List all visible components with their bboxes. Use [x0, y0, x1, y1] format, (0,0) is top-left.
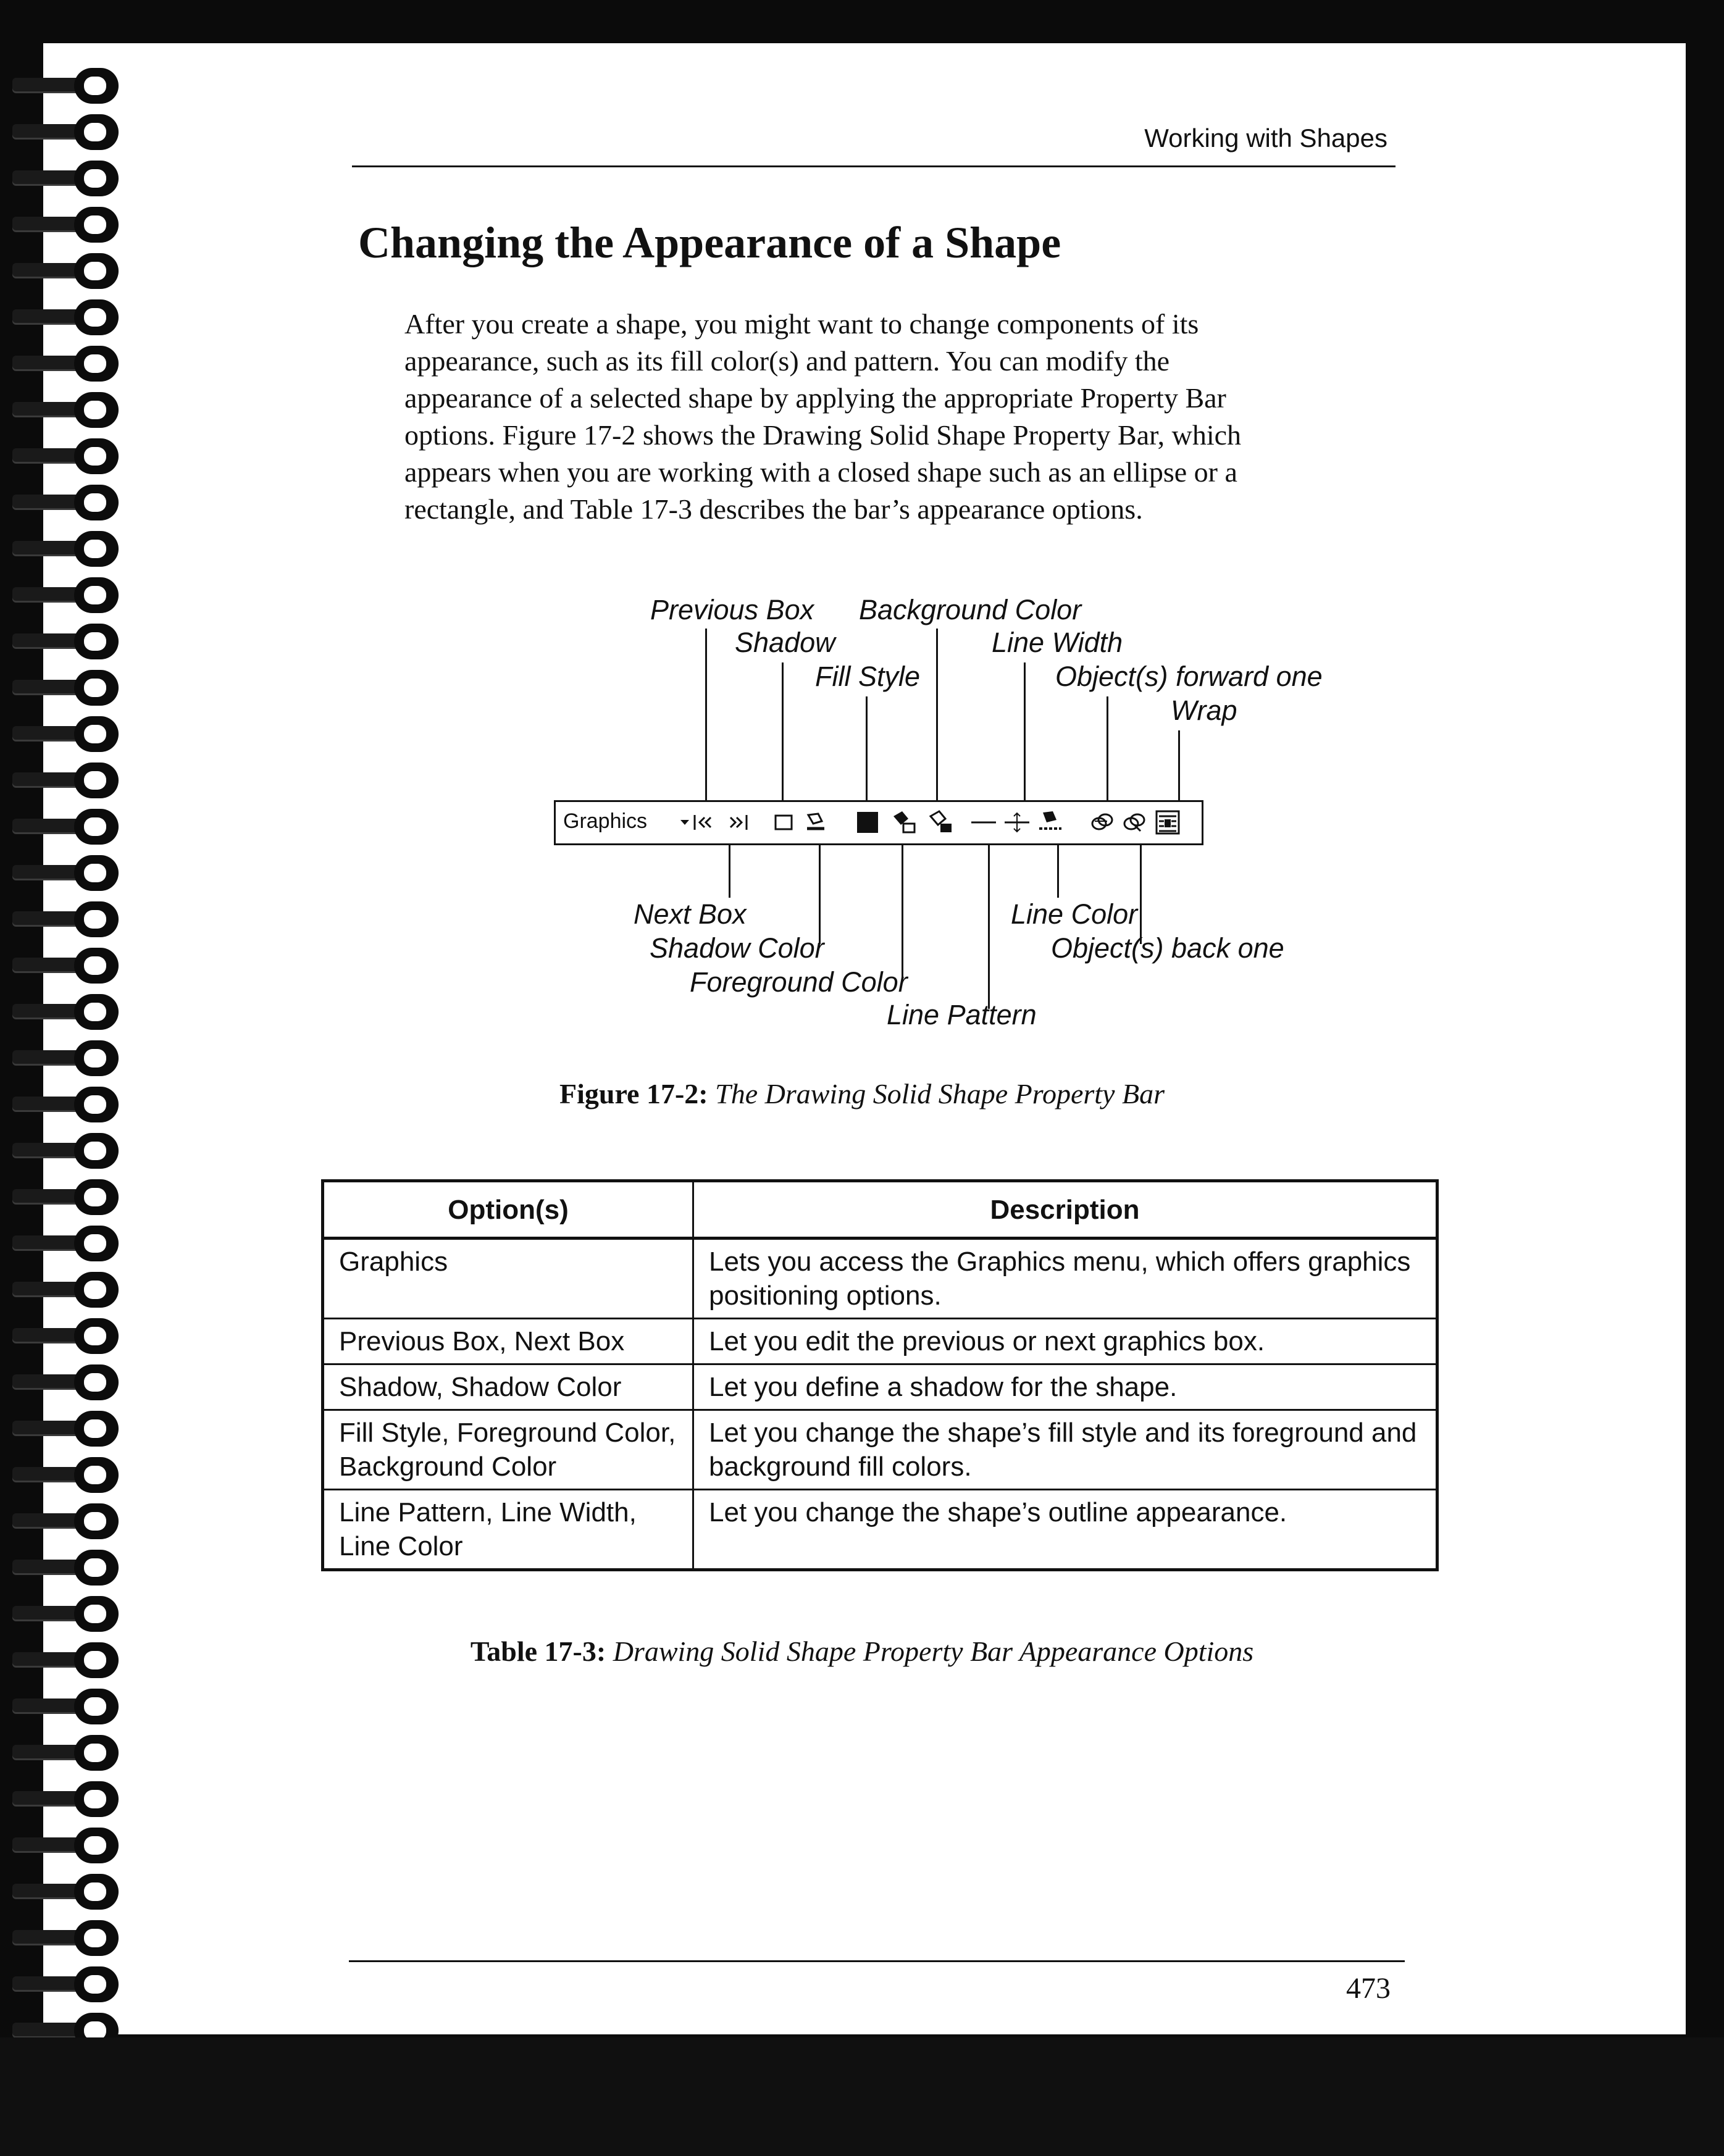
table-row: [323, 1410, 1437, 1490]
callout-line-width: Line Width: [992, 627, 1123, 658]
binding-ring: [12, 392, 123, 428]
table-caption-text: Drawing Solid Shape Property Bar Appearance Options: [613, 1636, 1254, 1667]
binding-ring: [12, 1966, 123, 2002]
callout-line-pattern: Line Pattern: [887, 999, 1037, 1030]
callout-previous-box: Previous Box: [650, 594, 814, 625]
binding-ring: [12, 1503, 123, 1539]
binding-ring: [12, 809, 123, 845]
leader-line: [819, 845, 821, 944]
binding-ring: [12, 1226, 123, 1261]
option-cell: Previous Box, Next Box: [323, 1319, 693, 1364]
property-bar: [554, 800, 1203, 845]
callout-shadow: Shadow: [735, 627, 835, 658]
page-number: 473: [1346, 1972, 1391, 2005]
description-cell: Let you define a shadow for the shape.: [693, 1364, 1437, 1410]
section-title: Changing the Appearance of a Shape: [358, 218, 1061, 267]
binding-ring: [12, 253, 123, 289]
binding-ring: [12, 1781, 123, 1817]
leader-line: [1178, 730, 1180, 800]
header-rule: [352, 165, 1396, 167]
body-line: appearance, such as its fill color(s) and pattern. You can modify the: [404, 345, 1170, 377]
shadow-icon[interactable]: [769, 808, 798, 837]
figure-caption: [0, 1077, 1724, 1110]
binding-ring: [12, 855, 123, 891]
background-color-icon[interactable]: [926, 808, 955, 837]
wrap-icon[interactable]: [1153, 808, 1182, 837]
callout-foreground-color: Foreground Color: [690, 966, 908, 998]
binding-ring: [12, 161, 123, 196]
column-header: Description: [693, 1181, 1437, 1239]
body-line: rectangle, and Table 17-3 describes the bar’s appearance options.: [404, 493, 1143, 525]
binding-ring: [12, 1874, 123, 1910]
figure-caption-text: The Drawing Solid Shape Property Bar: [715, 1078, 1165, 1109]
next-box-icon[interactable]: [724, 808, 752, 837]
spiral-binding: [0, 68, 130, 2062]
binding-ring: [12, 1040, 123, 1076]
binding-ring: [12, 624, 123, 659]
binding-ring: [12, 346, 123, 382]
leader-line: [936, 629, 938, 800]
callout-next-box: Next Box: [634, 898, 747, 930]
table-row: [323, 1490, 1437, 1570]
leader-line: [1057, 845, 1059, 898]
line-color-icon[interactable]: [1036, 808, 1065, 837]
leader-line: [902, 845, 903, 978]
callout-shadow-color: Shadow Color: [650, 932, 824, 964]
body-line: appearance of a selected shape by applying the appropriate Property Bar: [404, 382, 1226, 414]
leader-line: [705, 629, 707, 800]
line-width-icon[interactable]: [1003, 808, 1031, 837]
binding-ring: [12, 763, 123, 798]
binding-ring: [12, 1920, 123, 1956]
callout-fill-style: Fill Style: [815, 661, 921, 692]
binding-ring: [12, 994, 123, 1030]
table-row: [323, 1239, 1437, 1319]
binding-ring: [12, 299, 123, 335]
options-table: [321, 1179, 1439, 1571]
leader-line: [1024, 662, 1026, 800]
table-caption-label: Table 17-3:: [470, 1636, 606, 1667]
body-line: options. Figure 17-2 shows the Drawing Solid Shape Property Bar, which: [404, 419, 1242, 451]
body-line: appears when you are working with a closed shape such as an ellipse or a: [404, 456, 1237, 488]
binding-ring: [12, 531, 123, 567]
column-header: Option(s): [323, 1181, 693, 1239]
option-cell: Shadow, Shadow Color: [323, 1364, 693, 1410]
binding-ring: [12, 1364, 123, 1400]
binding-ring: [12, 1596, 123, 1632]
binding-ring: [12, 114, 123, 150]
description-cell: Let you edit the previous or next graphics box.: [693, 1319, 1437, 1364]
leader-line: [866, 696, 868, 800]
binding-ring: [12, 1318, 123, 1354]
previous-box-icon[interactable]: [690, 808, 719, 837]
table-caption: [0, 1635, 1724, 1668]
binding-ring: [12, 1133, 123, 1169]
scan-edge: [0, 2037, 1724, 2156]
binding-ring: [12, 901, 123, 937]
table-header-row: [323, 1181, 1437, 1239]
callout-back-one: Object(s) back one: [1051, 932, 1284, 964]
forward-one-icon[interactable]: [1088, 808, 1116, 837]
line-pattern-icon[interactable]: [969, 808, 998, 837]
figure-caption-label: Figure 17-2:: [559, 1078, 708, 1109]
binding-ring: [12, 1828, 123, 1863]
running-header: Working with Shapes: [1144, 123, 1387, 153]
leader-line: [782, 662, 784, 800]
binding-ring: [12, 1272, 123, 1308]
callout-forward-one: Object(s) forward one: [1055, 661, 1323, 692]
leader-line: [988, 845, 990, 1009]
description-cell: Let you change the shape’s fill style and its foreground and background fill colors.: [693, 1410, 1437, 1490]
body-paragraph: [404, 306, 1368, 528]
binding-ring: [12, 577, 123, 613]
binding-ring: [12, 438, 123, 474]
table-row: [323, 1319, 1437, 1364]
leader-line: [1107, 696, 1108, 800]
callout-background-color: Background Color: [859, 594, 1082, 625]
option-cell: Fill Style, Foreground Color, Background Color: [323, 1410, 693, 1490]
callout-wrap: Wrap: [1171, 695, 1237, 726]
binding-ring: [12, 207, 123, 243]
binding-ring: [12, 1735, 123, 1771]
binding-ring: [12, 1457, 123, 1493]
binding-ring: [12, 485, 123, 520]
binding-ring: [12, 1411, 123, 1447]
foreground-color-icon[interactable]: [889, 808, 918, 837]
option-cell: Line Pattern, Line Width, Line Color: [323, 1490, 693, 1570]
binding-ring: [12, 948, 123, 984]
binding-ring: [12, 670, 123, 706]
callout-line-color: Line Color: [1011, 898, 1138, 930]
leader-line: [1140, 845, 1142, 944]
fill-style-icon[interactable]: [853, 808, 882, 837]
description-cell: Let you change the shape’s outline appearance.: [693, 1490, 1437, 1570]
graphics-menu[interactable]: Graphics: [563, 809, 648, 833]
footer-rule: [349, 1960, 1405, 1962]
binding-ring: [12, 716, 123, 752]
binding-ring: [12, 1179, 123, 1215]
binding-ring: [12, 1550, 123, 1586]
leader-line: [729, 845, 730, 898]
body-line: After you create a shape, you might want to change components of its: [404, 308, 1199, 340]
option-cell: Graphics: [323, 1239, 693, 1319]
back-one-icon[interactable]: [1120, 808, 1149, 837]
table-row: [323, 1364, 1437, 1410]
shadow-color-icon[interactable]: [801, 808, 830, 837]
description-cell: Lets you access the Graphics menu, which offers graphics positioning options.: [693, 1239, 1437, 1319]
binding-ring: [12, 1689, 123, 1724]
binding-ring: [12, 68, 123, 104]
